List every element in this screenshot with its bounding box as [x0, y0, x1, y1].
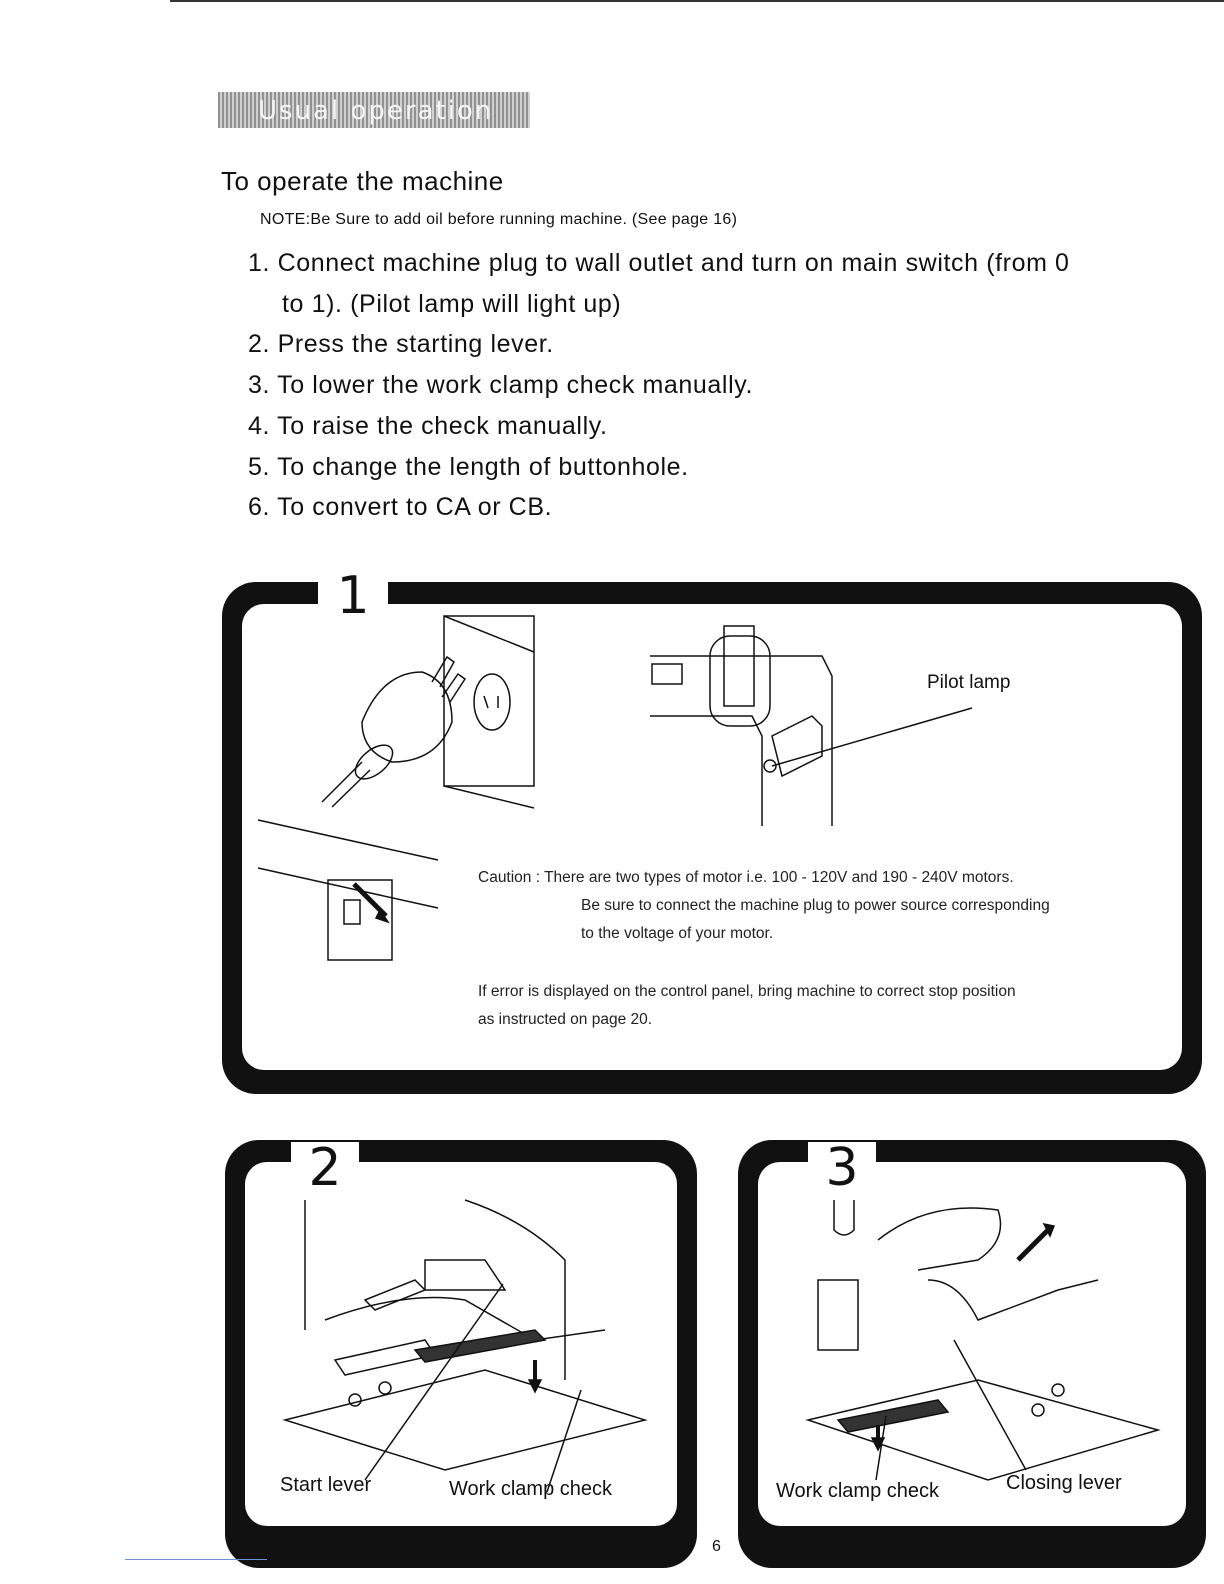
step-2: 2. Press the starting lever. [248, 330, 554, 359]
work-clamp-check-label-panel-3: Work clamp check [776, 1480, 940, 1502]
panel-2 [225, 1140, 697, 1568]
caution-text [478, 864, 1168, 948]
work-clamp-check-label-panel-2: Work clamp check [449, 1478, 613, 1500]
closing-lever-illustration [778, 1180, 1178, 1480]
step-4: 4. To raise the check manually. [248, 411, 608, 440]
oil-note: NOTE:Be Sure to add oil before running machine. (See page 16) [260, 211, 738, 228]
step-6: 6. To convert to CA or CB. [248, 493, 553, 522]
panel-1-number: 1 [318, 570, 388, 628]
error-line-2: as instructed on page 20. [478, 1011, 653, 1028]
error-text [478, 978, 1168, 1034]
section-header-text: Usual operation [258, 96, 494, 126]
start-lever-illustration [265, 1180, 665, 1480]
caution-line-2: Be sure to connect the machine plug to power source corresponding [581, 897, 1050, 914]
caution-line-1: Caution : There are two types of motor i.e. 100 - 120V and 190 - 240V motors. [478, 869, 1014, 886]
plug-and-outlet-illustration [262, 612, 562, 812]
panel-2-number: 2 [291, 1142, 359, 1198]
machine-top-with-pilot-lamp-illustration [642, 616, 1042, 836]
page-number: 6 [712, 1538, 721, 1555]
step-1-text: 1. Connect machine plug to wall outlet and turn on main switch (from 0 [248, 249, 1070, 277]
top-rule [170, 0, 1224, 2]
closing-lever-label: Closing lever [1006, 1472, 1122, 1494]
panel-3 [738, 1140, 1206, 1568]
panel-1 [222, 566, 1202, 1094]
caution-line-3: to the voltage of your motor. [581, 925, 774, 942]
steps-list [248, 243, 1070, 528]
section-header-banner [218, 92, 530, 128]
step-5: 5. To change the length of buttonhole. [248, 452, 689, 481]
start-lever-label: Start lever [280, 1474, 372, 1496]
error-line-1: If error is displayed on the control panel, bring machine to correct stop position [478, 983, 1016, 1000]
step-1 [248, 243, 1070, 324]
step-1-continuation: to 1). (Pilot lamp will light up) [282, 289, 622, 318]
panel-3-number: 3 [808, 1142, 876, 1198]
step-3: 3. To lower the work clamp check manually. [248, 371, 754, 400]
section-title: To operate the machine [221, 166, 504, 196]
power-switch-illustration [258, 820, 458, 970]
bottom-rule [125, 1559, 267, 1560]
pilot-lamp-label: Pilot lamp [927, 672, 1011, 693]
